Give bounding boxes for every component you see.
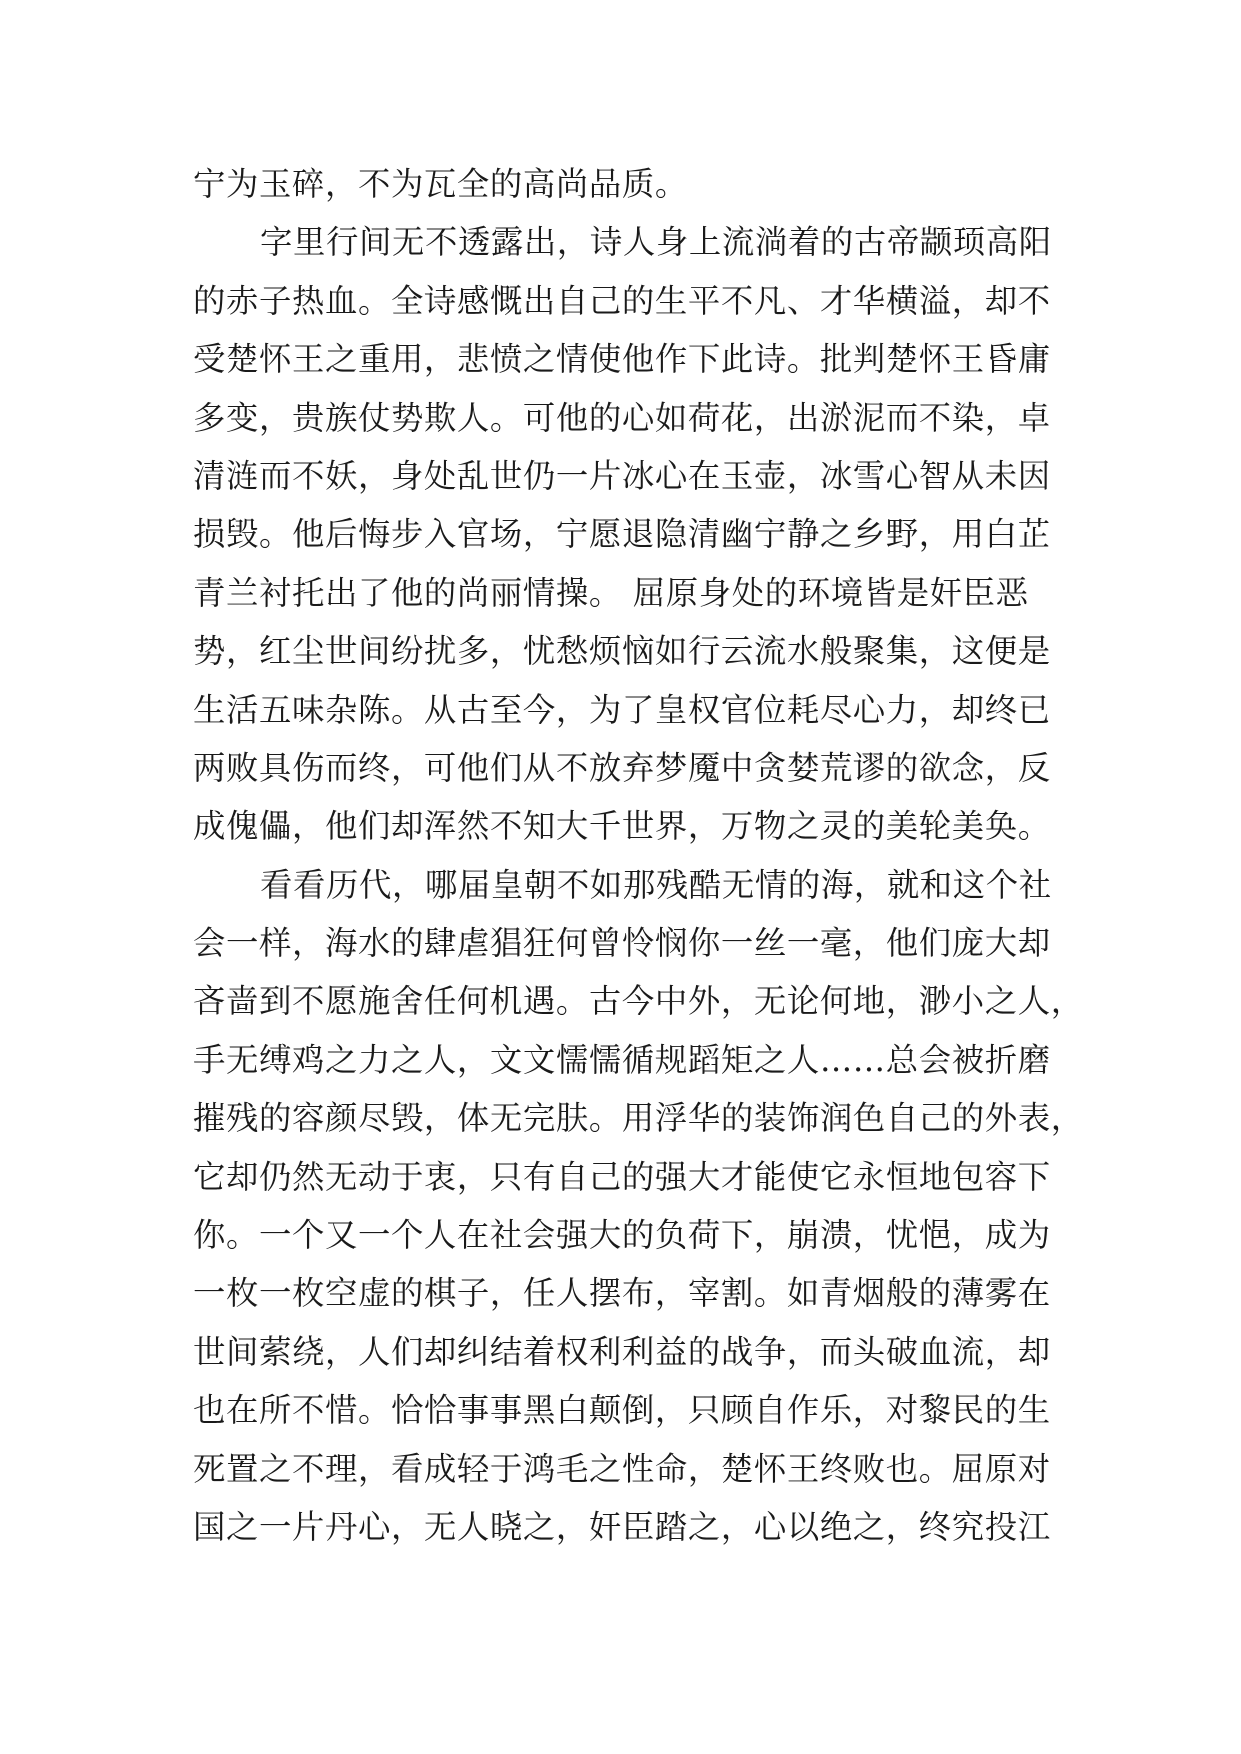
text-line: 会一样，海水的肆虐猖狂何曾怜悯你一丝一毫，他们庞大却 — [193, 924, 1051, 963]
text-line: 生活五味杂陈。从古至今，为了皇权官位耗尽心力，却终已 — [193, 690, 1051, 729]
text-line: 宁为玉碎，不为瓦全的高尚品质。 — [193, 165, 688, 203]
text-line: 手无缚鸡之力之人，文文懦懦循规蹈矩之人……总会被折磨 — [193, 1040, 1051, 1079]
text-line: 你。一个又一个人在社会强大的负荷下，崩溃，忧悒，成为 — [193, 1216, 1051, 1255]
text-line: 国之一片丹心，无人晓之，奸臣踏之，心以绝之，终究投江 — [193, 1507, 1051, 1546]
text-line: 损毁。他后悔步入官场，宁愿退隐清幽宁静之乡野，用白芷 — [193, 515, 1051, 554]
text-line: 受楚怀王之重用，悲愤之情使他作下此诗。批判楚怀王昏庸 — [193, 340, 1051, 379]
text-line: 一枚一枚空虚的棋子，任人摆布，宰割。如青烟般的薄雾在 — [193, 1274, 1051, 1313]
text-line: 势，红尘世间纷扰多，忧愁烦恼如行云流水般聚集，这便是 — [193, 632, 1051, 671]
text-line: 的赤子热血。全诗感慨出自己的生平不凡、才华横溢，却不 — [193, 281, 1051, 320]
text-line: 成傀儡，他们却浑然不知大千世界，万物之灵的美轮美奂。 — [193, 807, 1051, 846]
text-line: 青兰衬托出了他的尚丽情操。 屈原身处的环境皆是奸臣恶 — [193, 573, 1029, 612]
text-line: 清涟而不妖，身处乱世仍一片冰心在玉壶，冰雪心智从未因 — [193, 456, 1051, 495]
text-line: 吝啬到不愿施舍任何机遇。古今中外，无论何地，渺小之人， — [193, 982, 1084, 1021]
paragraph-start-line: 看看历代，哪届皇朝不如那残酷无情的海，就和这个社 — [260, 865, 1052, 904]
paragraph-start-line: 字里行间无不透露出，诗人身上流淌着的古帝颛顼高阳 — [260, 223, 1052, 262]
text-line: 死置之不理，看成轻于鸿毛之性命，楚怀王终败也。屈原对 — [193, 1449, 1051, 1488]
text-line: 摧残的容颜尽毁，体无完肤。用浮华的装饰润色自己的外表， — [193, 1099, 1084, 1138]
text-line: 世间萦绕，人们却纠结着权利利益的战争，而头破血流，却 — [193, 1332, 1051, 1371]
text-line: 也在所不惜。恰恰事事黑白颠倒，只顾自作乐，对黎民的生 — [193, 1391, 1051, 1430]
text-line: 多变，贵族仗势欺人。可他的心如荷花，出淤泥而不染，卓 — [193, 398, 1051, 437]
document-body — [193, 155, 1084, 1556]
text-line: 它却仍然无动于衷，只有自己的强大才能使它永恒地包容下 — [193, 1157, 1051, 1196]
text-line: 两败具伤而终，可他们从不放弃梦魇中贪婪荒谬的欲念，反 — [193, 748, 1051, 787]
